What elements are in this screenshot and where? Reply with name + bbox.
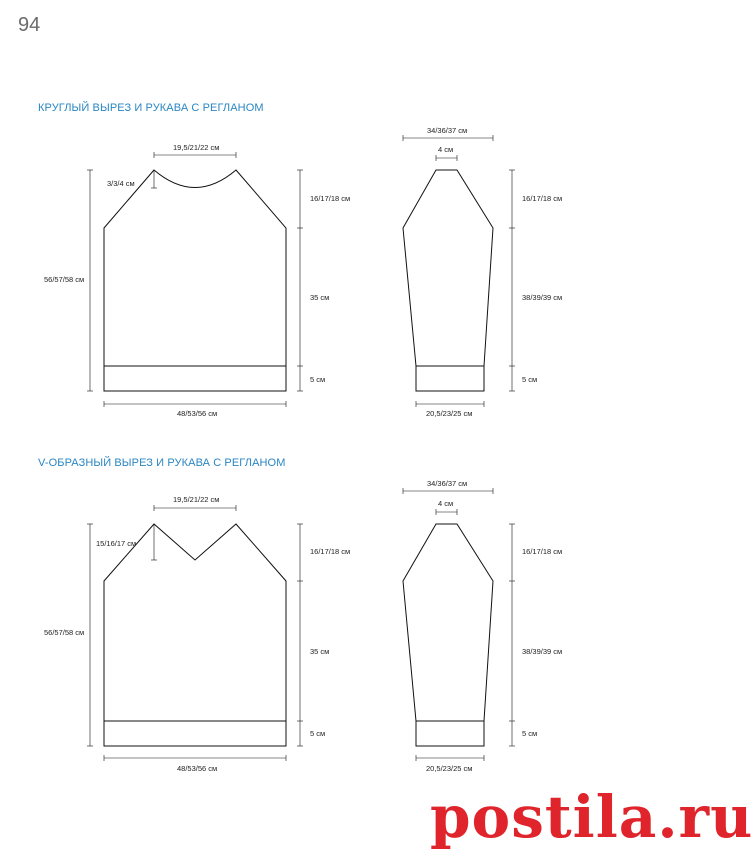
- round-neck-body-outline: [104, 170, 286, 391]
- rib-label: 5 см: [310, 729, 326, 738]
- width-label: 48/53/56 см: [177, 409, 218, 418]
- cuff-label: 20,5/23/25 см: [426, 764, 473, 773]
- neck-depth-label: 15/16/17 см: [96, 539, 137, 548]
- v-neck-sleeve-schematic: [403, 479, 562, 773]
- sleeve-top-label: 4 см: [438, 499, 454, 508]
- v-neck-body-outline: [104, 524, 286, 746]
- sleeve-length-label: 38/39/39 см: [522, 647, 563, 656]
- raglan-depth-label: 16/17/18 см: [310, 547, 351, 556]
- round-neck-sleeve-schematic: [403, 126, 562, 418]
- rib-label: 5 см: [310, 375, 326, 384]
- neck-width-label: 19,5/21/22 см: [173, 143, 220, 152]
- round-neck-sleeve-outline: [403, 170, 493, 391]
- cuff-label: 20,5/23/25 см: [426, 409, 473, 418]
- v-neck-body-schematic: [44, 495, 350, 773]
- width-label: 48/53/56 см: [177, 764, 218, 773]
- postila-logo: postila.ru: [430, 783, 753, 851]
- sleeve-rib-label: 5 см: [522, 375, 538, 384]
- sleeve-raglan-label: 16/17/18 см: [522, 194, 563, 203]
- neck-width-label: 19,5/21/22 см: [173, 495, 220, 504]
- section-title-round-neck: КРУГЛЫЙ ВЫРЕЗ И РУКАВА С РЕГЛАНОМ: [38, 102, 264, 114]
- sleeve-width-label: 34/36/37 см: [427, 479, 468, 488]
- sleeve-width-label: 34/36/37 см: [427, 126, 468, 135]
- round-neck-body-schematic: [44, 143, 350, 418]
- total-length-label: 56/57/58 см: [44, 628, 85, 637]
- sleeve-raglan-label: 16/17/18 см: [522, 547, 563, 556]
- body-length-label: 35 см: [310, 647, 330, 656]
- page-number: 94: [18, 14, 41, 36]
- raglan-depth-label: 16/17/18 см: [310, 194, 351, 203]
- sleeve-top-label: 4 см: [438, 145, 454, 154]
- neck-depth-label: 3/3/4 см: [107, 179, 135, 188]
- section-title-v-neck: V-ОБРАЗНЫЙ ВЫРЕЗ И РУКАВА С РЕГЛАНОМ: [38, 457, 286, 469]
- sleeve-length-label: 38/39/39 см: [522, 293, 563, 302]
- sleeve-rib-label: 5 см: [522, 729, 538, 738]
- body-length-label: 35 см: [310, 293, 330, 302]
- v-neck-sleeve-outline: [403, 524, 493, 746]
- total-length-label: 56/57/58 см: [44, 275, 85, 284]
